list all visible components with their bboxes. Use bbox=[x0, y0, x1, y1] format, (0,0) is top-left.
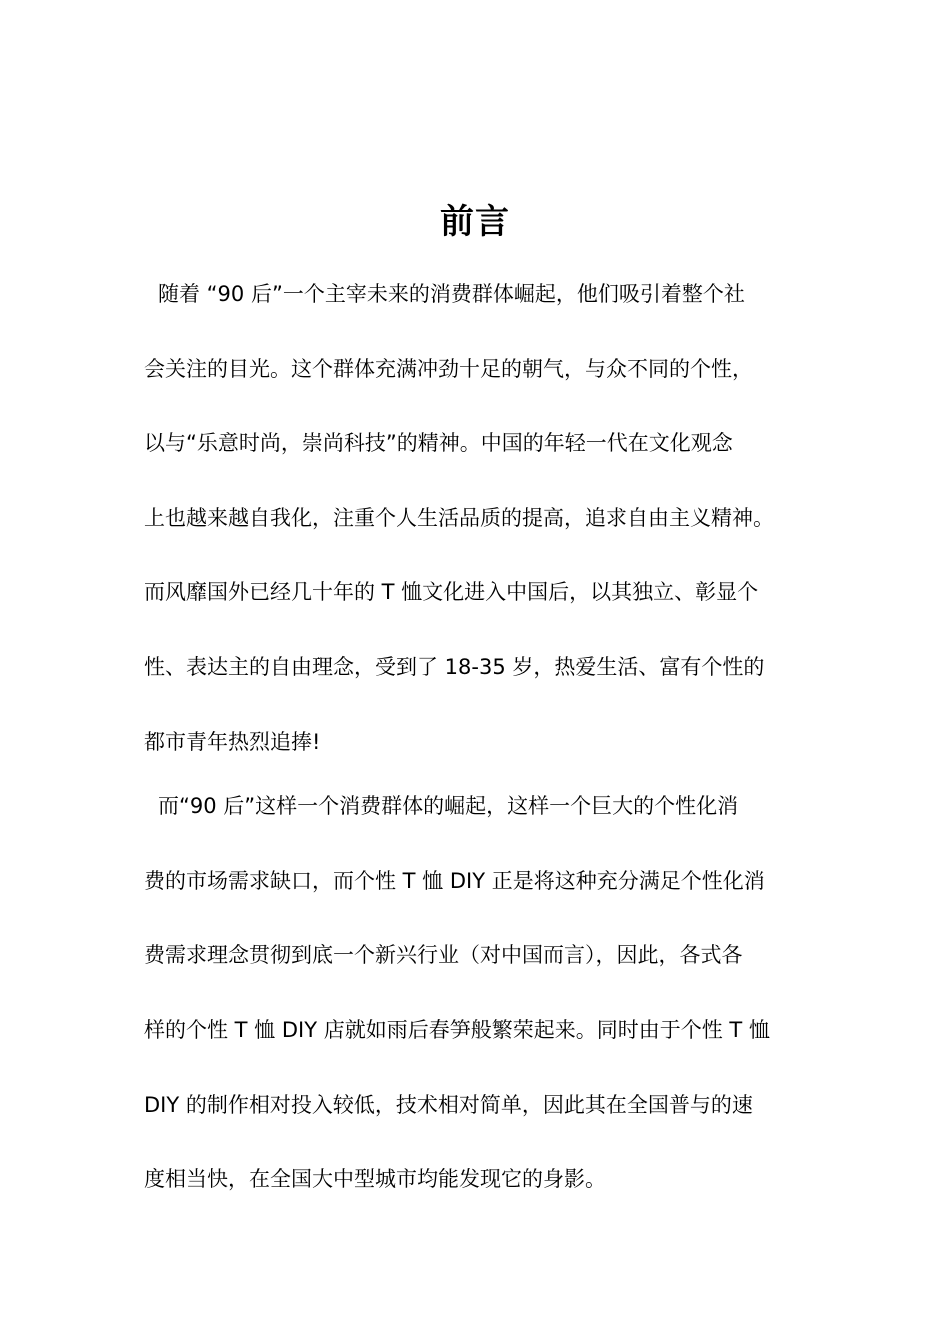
paragraph-line: 度相当快，在全国大中型城市均能发现它的身影。 bbox=[144, 1167, 606, 1191]
paragraph-line: 会关注的目光。这个群体充满冲劲十足的朝气，与众不同的个性， bbox=[144, 357, 753, 381]
page-title: 前言 bbox=[440, 202, 510, 242]
paragraph-line: 性、表达主的自由理念，受到了 18-35 岁，热爱生活、富有个性的 bbox=[144, 655, 765, 679]
paragraph-line: 以与“乐意时尚，崇尚科技”的精神。中国的年轻一代在文化观念 bbox=[144, 431, 733, 455]
paragraph-line: 而风靡国外已经几十年的 T 恤文化进入中国后，以其独立、彰显个 bbox=[144, 580, 759, 604]
paragraph-line: 随着 “90 后”一个主宰未来的消费群体崛起，他们吸引着整个社 bbox=[158, 282, 745, 306]
paragraph-line: 上也越来越自我化，注重个人生活品质的提高，追求自由主义精神。 bbox=[144, 506, 774, 530]
paragraph-line: 费的市场需求缺口，而个性 T 恤 DIY 正是将这种充分满足个性化消 bbox=[144, 869, 765, 893]
paragraph-line: 而“90 后”这样一个消费群体的崛起，这样一个巨大的个性化消 bbox=[158, 794, 739, 818]
paragraph-line: 样的个性 T 恤 DIY 店就如雨后春笋般繁荣起来。同时由于个性 T 恤 bbox=[144, 1018, 770, 1042]
paragraph-line: 费需求理念贯彻到底一个新兴行业（对中国而言），因此，各式各 bbox=[144, 943, 743, 967]
paragraph-line: 都市青年热烈追捧! bbox=[144, 730, 321, 754]
paragraph-line: DIY 的制作相对投入较低，技术相对简单，因此其在全国普与的速 bbox=[144, 1093, 753, 1117]
